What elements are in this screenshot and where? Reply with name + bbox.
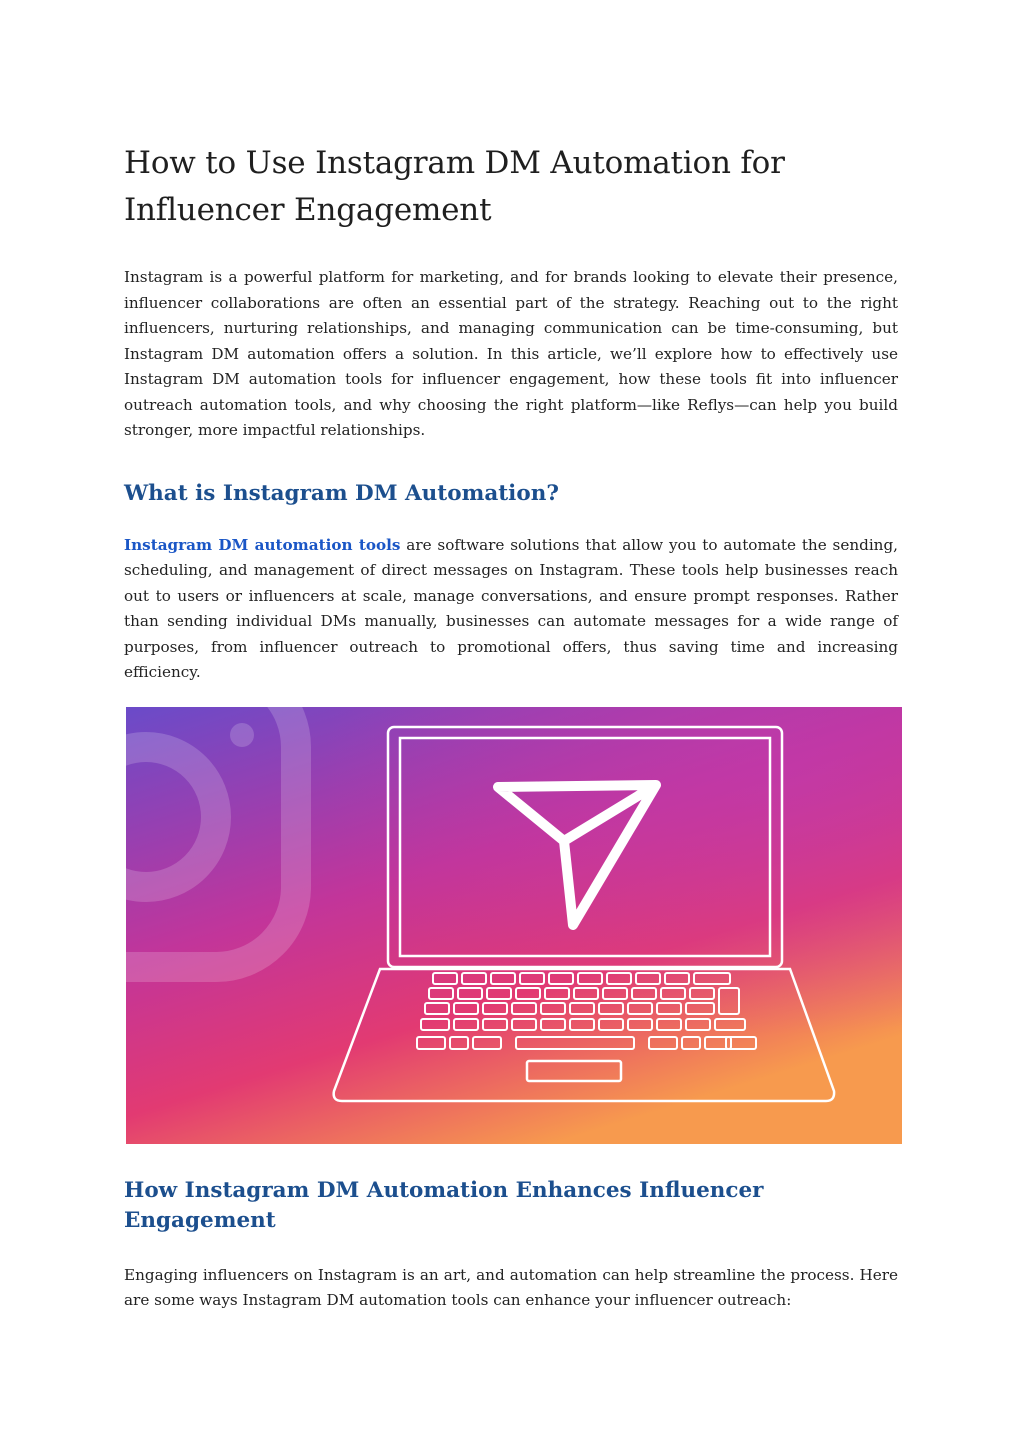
- article-title: How to Use Instagram DM Automation for Influencer Engagement: [124, 145, 785, 228]
- section-heading-how: How Instagram DM Automation Enhances Influencer Engagement: [124, 1177, 764, 1233]
- dm-automation-tools-link[interactable]: Instagram DM automation tools: [124, 535, 401, 554]
- section-paragraph-how: Engaging influencers on Instagram is an art, and automation can help streamline the process. Here are some ways Instagram DM automation tools can enhance your influencer outreach:: [124, 1265, 898, 1309]
- hero-image: [126, 707, 902, 1144]
- section-paragraph-what-is-text: are software solutions that allow you to automate the sending, scheduling, and management of direct messages on Instagram. These tools help businesses reach out to users or influencers at scale, manage conversations, and ensure prompt responses. Rather than sending individual DMs manually, businesses can automate messages for a wide range of purposes, from influencer outreach to promotional offers, thus saving time and increasing efficiency.: [124, 535, 899, 681]
- document-page: [124, 140, 898, 1314]
- intro-paragraph: Instagram is a powerful platform for marketing, and for brands looking to elevate their presence, influencer collaborations are often an essential part of the strategy. Reaching out to the right influencers, nurturing relationships, and managing communication can be time-consuming, but Instagram DM automation offers a solution. In this article, we’ll explore how to effectively use Instagram DM automation tools for influencer engagement, how these tools fit into influencer outreach automation tools, and why choosing the right platform—like Reflys—can help you build stronger, more impactful relationships.: [124, 268, 898, 439]
- section-heading-what-is: What is Instagram DM Automation?: [124, 480, 559, 506]
- section-paragraph-what-is: [124, 533, 898, 686]
